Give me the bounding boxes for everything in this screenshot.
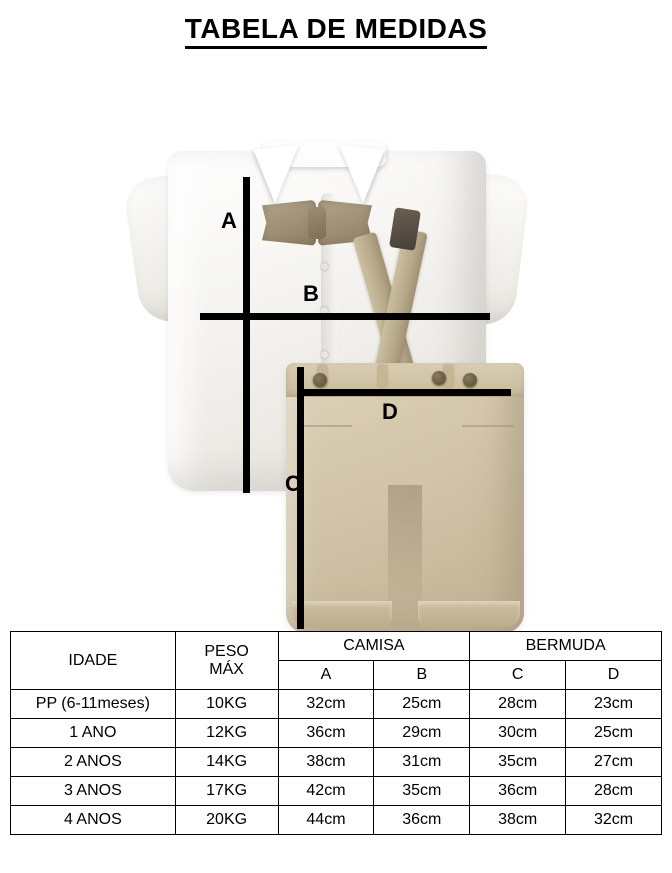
cell-peso: 14KG [175,748,278,777]
bow-tie-knot [308,207,326,239]
measure-line-b [200,313,490,320]
measure-label-b: B [303,280,319,306]
measurements-table-container [10,631,662,835]
header-peso-line1: PESO [204,642,249,660]
header-col-a: A [278,661,374,690]
cell-b: 29cm [374,719,470,748]
cell-idade: PP (6-11meses) [11,690,176,719]
cell-c: 38cm [470,806,566,835]
cell-a: 42cm [278,777,374,806]
header-idade: IDADE [11,632,176,690]
cell-idade: 1 ANO [11,719,176,748]
cell-b: 25cm [374,690,470,719]
header-col-c: C [470,661,566,690]
measure-label-d: D [382,398,398,424]
product-diagram [0,55,672,640]
header-camisa: CAMISA [278,632,470,661]
shirt-button-1 [321,263,328,270]
belt-loop-2 [378,365,387,387]
measurements-table [10,631,662,835]
measure-line-a [243,177,250,493]
suspender-button-right [432,371,446,385]
cell-d: 23cm [566,690,662,719]
header-bermuda: BERMUDA [470,632,662,661]
cell-d: 27cm [566,748,662,777]
cell-c: 30cm [470,719,566,748]
header-peso [175,632,278,690]
cell-b: 36cm [374,806,470,835]
cell-idade: 4 ANOS [11,806,176,835]
table-row [11,806,662,835]
cell-d: 28cm [566,777,662,806]
page-title-container [0,0,672,49]
cell-b: 31cm [374,748,470,777]
shirt-button-3 [321,351,328,358]
table-row [11,719,662,748]
measure-label-a: A [221,207,237,233]
cell-a: 36cm [278,719,374,748]
cell-c: 35cm [470,748,566,777]
shirt-collar-right [333,145,385,206]
cell-c: 36cm [470,777,566,806]
cell-a: 32cm [278,690,374,719]
cell-b: 35cm [374,777,470,806]
shorts-cuff-left [292,601,392,627]
shirt-collar-left [253,145,305,206]
suspender-button-left [313,373,327,387]
measure-line-c [297,367,304,629]
cell-peso: 20KG [175,806,278,835]
cell-c: 28cm [470,690,566,719]
cell-a: 44cm [278,806,374,835]
table-row [11,777,662,806]
shorts-cuff-right [418,601,520,627]
header-col-d: D [566,661,662,690]
cell-peso: 17KG [175,777,278,806]
cell-peso: 10KG [175,690,278,719]
cell-d: 25cm [566,719,662,748]
cell-idade: 2 ANOS [11,748,176,777]
suspender-button-right-2 [463,373,477,387]
cell-d: 32cm [566,806,662,835]
measure-label-c: C [285,470,301,496]
table-header-row-1 [11,632,662,661]
header-col-b: B [374,661,470,690]
table-row [11,690,662,719]
header-peso-line2: MÁX [209,660,244,678]
table-row [11,748,662,777]
shorts-crotch-seam [388,485,422,635]
page-title: TABELA DE MEDIDAS [185,14,488,49]
cell-idade: 3 ANOS [11,777,176,806]
measure-line-d [297,389,511,396]
cell-peso: 12KG [175,719,278,748]
cell-a: 38cm [278,748,374,777]
